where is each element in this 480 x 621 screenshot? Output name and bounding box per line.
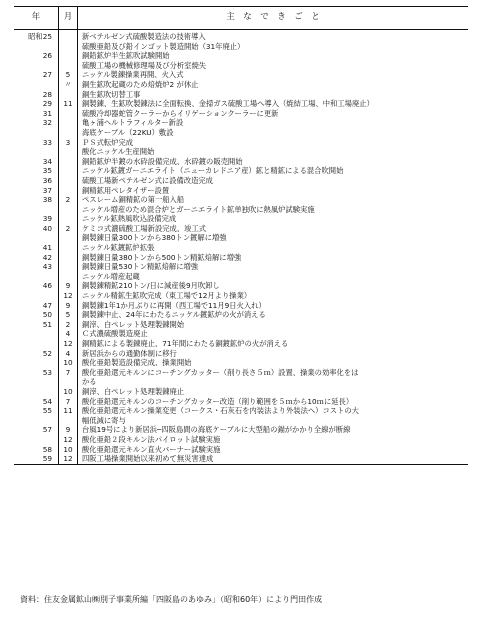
- year-cell: 40: [14, 224, 59, 234]
- year-cell: 41: [14, 243, 59, 253]
- table-row: [14, 70, 468, 80]
- event-cell: かる: [82, 377, 97, 387]
- year-cell: [14, 291, 59, 301]
- table-row: [14, 358, 468, 368]
- year-cell: 昭和25: [14, 30, 59, 42]
- year-cell: 32: [14, 118, 59, 128]
- year-cell: 46: [14, 281, 59, 291]
- month-cell: 11: [59, 406, 78, 416]
- month-cell: [59, 176, 78, 186]
- year-cell: [14, 233, 59, 243]
- month-cell: [59, 90, 78, 100]
- table-row: [14, 425, 468, 435]
- year-cell: [14, 205, 59, 215]
- month-cell: [59, 272, 78, 282]
- event-cell: 酸化亜鉛２段キルン法パイロット試験実施: [82, 434, 221, 444]
- table-row: [14, 281, 468, 291]
- event-cell: 台風19号により新居浜─四阪島間の海底ケーブルに大型船の錨がかかり全線が断線: [82, 425, 351, 435]
- table-row: [14, 339, 468, 349]
- table-row: [14, 128, 468, 138]
- event-cell: ニッケル増産のため混合炉とガーニエライト鉱単独吹に熱風炉試験実施: [82, 204, 315, 214]
- month-cell: [59, 61, 78, 71]
- year-cell: 37: [14, 186, 59, 196]
- month-cell: [59, 243, 78, 253]
- month-cell: [59, 416, 78, 426]
- month-cell: [59, 166, 78, 176]
- event-cell: 新ベテルゼン式硫酸製造法の技術導入: [82, 32, 206, 41]
- event-cell: 銅製錬精鉱210トン/日に減産後9月吹卸し: [82, 281, 220, 291]
- year-header: 年: [14, 7, 59, 30]
- year-cell: [14, 147, 59, 157]
- month-cell: 9: [59, 425, 78, 435]
- table-row: [14, 349, 468, 359]
- table-row: [14, 406, 468, 416]
- year-cell: 27: [14, 70, 59, 80]
- event-cell: 酸化亜鉛還元キルン直火バーナー試験実施: [82, 444, 221, 454]
- month-cell: 11: [59, 99, 78, 109]
- table-row: [14, 272, 468, 282]
- year-cell: 36: [14, 176, 59, 186]
- month-cell: 12: [59, 339, 78, 349]
- month-cell: [59, 205, 78, 215]
- table-row: [14, 243, 468, 253]
- year-cell: 52: [14, 349, 59, 359]
- source-note: 資料：住友金属鉱山㈱別子事業所編「四阪島のあゆみ」（昭和60年）により門田作成: [20, 595, 323, 604]
- year-cell: 28: [14, 90, 59, 100]
- year-cell: 35: [14, 166, 59, 176]
- event-cell: Ｃ式濃硫酸製造廃止: [82, 329, 148, 339]
- month-cell: 4: [59, 349, 78, 359]
- year-cell: [14, 339, 59, 349]
- table-row: [14, 310, 468, 320]
- event-cell: 銅生鉱吹切替工事: [82, 89, 141, 99]
- table-row: [14, 176, 468, 186]
- table-row: [14, 205, 468, 215]
- event-cell: 銅鉛鉱炉半鍍の水砕設備完成、水砕鍍の販売開始: [82, 156, 243, 166]
- year-cell: 33: [14, 138, 59, 148]
- year-cell: 39: [14, 214, 59, 224]
- table-row: [14, 166, 468, 176]
- month-cell: [59, 30, 78, 42]
- month-cell: 12: [59, 291, 78, 301]
- month-cell: [59, 233, 78, 243]
- year-cell: [14, 416, 59, 426]
- year-cell: 43: [14, 262, 59, 272]
- history-table: [14, 6, 468, 465]
- event-cell: 銅精鉱用ペレタイザー設置: [82, 185, 170, 195]
- event-cell: 銅鉛鉱炉半生鉱吹試験開始: [82, 51, 170, 61]
- table-row: [14, 377, 468, 387]
- year-cell: 38: [14, 195, 59, 205]
- event-cell: 酸化亜鉛還元キルンにコーチングカッター（削り長さ５ｍ）設置、操業の効率化をは: [82, 367, 359, 377]
- event-cell: 亀ヶ浦ヘルトラフィルター新設: [82, 118, 184, 128]
- event-cell: 硫酸工場新ペテルゼン式に設備改造完成: [82, 175, 213, 185]
- month-cell: 4: [59, 329, 78, 339]
- year-cell: 53: [14, 368, 59, 378]
- event-cell: 銅製錬日量380トンから500トン精鉱焙解に増強: [82, 252, 242, 262]
- month-cell: [59, 262, 78, 272]
- month-cell: 5: [59, 310, 78, 320]
- table-row: [14, 118, 468, 128]
- year-cell: 51: [14, 320, 59, 330]
- year-cell: [14, 358, 59, 368]
- month-cell: 2: [59, 320, 78, 330]
- month-cell: [59, 109, 78, 119]
- month-cell: 9: [59, 301, 78, 311]
- year-cell: [14, 387, 59, 397]
- year-cell: 58: [14, 445, 59, 455]
- table-row: [14, 195, 468, 205]
- event-cell: 銅滓、白ペレット処理製錬開始: [82, 319, 185, 329]
- year-cell: 47: [14, 301, 59, 311]
- event-cell: 銅滓、白ペレット処理製錬廃止: [82, 386, 185, 396]
- event-cell: 酸化亜鉛製造設備完成、操業開始: [82, 358, 192, 368]
- table-row: [14, 147, 468, 157]
- month-cell: [59, 118, 78, 128]
- year-cell: [14, 80, 59, 90]
- year-cell: 34: [14, 157, 59, 167]
- month-cell: [59, 377, 78, 387]
- month-cell: [59, 147, 78, 157]
- event-cell: ニッケル精鉱生鉱吹完成（東工場で12月より操業）: [82, 291, 252, 301]
- event-cell: 硫酸亜鉛及び鉛インゴット製造開始（31年廃止）: [82, 41, 245, 51]
- year-cell: 55: [14, 406, 59, 416]
- event-cell: 銅生鉱吹起蔵のため焙焼炉2 が休止: [82, 79, 199, 89]
- event-cell: 硫酸冷却器蛇管クーラーからイリゲーションクーラーに更新: [82, 108, 279, 118]
- year-cell: 42: [14, 253, 59, 263]
- table-row: [14, 224, 468, 234]
- event-cell: ニッケル鉱鍍鉱炉拡張: [82, 243, 155, 253]
- table-row: [14, 42, 468, 52]
- table-row: [14, 138, 468, 148]
- event-cell: 四阪工場操業開始以来初めて無災害達成: [78, 454, 469, 464]
- month-header: 月: [59, 7, 78, 30]
- header-row: [14, 7, 468, 30]
- year-cell: 57: [14, 425, 59, 435]
- events-header: 主 な で き ご と: [78, 7, 469, 30]
- month-cell: [59, 253, 78, 263]
- month-cell: 7: [59, 368, 78, 378]
- table-row: [14, 99, 468, 109]
- table-row: [14, 454, 468, 464]
- year-cell: 31: [14, 109, 59, 119]
- event-cell: 幅低減に寄与: [82, 415, 126, 425]
- month-cell: 9: [59, 281, 78, 291]
- event-cell: 銅製錬、生鉱吹製錬法に全面転換、金掃ガス硫酸工場へ導入（焼結工場、中和工場廃止）: [82, 99, 374, 109]
- table-row: [14, 233, 468, 243]
- table-row: [14, 435, 468, 445]
- table-row: [14, 90, 468, 100]
- month-cell: 2: [59, 224, 78, 234]
- table-row: [14, 445, 468, 455]
- event-cell: ＰＳ式転炉完成: [82, 137, 134, 147]
- table-row: [14, 157, 468, 167]
- table-body: [14, 30, 468, 465]
- month-cell: [59, 214, 78, 224]
- month-cell: [59, 51, 78, 61]
- month-cell: 10: [59, 358, 78, 368]
- table-row: [14, 214, 468, 224]
- table-row: [14, 291, 468, 301]
- event-cell: 銅製錬日量530トン精鉱焙解に増強: [82, 262, 199, 272]
- event-cell: ニッケル製錬操業再開、火入式: [82, 70, 184, 80]
- month-cell: 10: [59, 445, 78, 455]
- table-row: [14, 80, 468, 90]
- month-cell: [59, 42, 78, 52]
- month-cell: [59, 186, 78, 196]
- table-row: [14, 301, 468, 311]
- event-cell: 銅製錬日量300トンから380トン鍍解に増強: [82, 233, 227, 243]
- year-cell: [14, 42, 59, 52]
- table-row: [14, 61, 468, 71]
- table-row: [14, 262, 468, 272]
- event-cell: 硫酸工場の機械修理場及び分析室焼失: [82, 60, 207, 70]
- event-cell: ペスレーム銅精鉱の第一船入船: [82, 195, 185, 205]
- event-cell: ニッケル増産起蔵: [82, 271, 140, 281]
- event-cell: 銅製錬中止、24年にわたるニッケル鍍鉱炉の火が消える: [82, 310, 266, 320]
- table-row: [14, 253, 468, 263]
- table-row: [14, 387, 468, 397]
- year-cell: 59: [14, 454, 59, 464]
- event-cell: ニッケル鉱鍍ガーニエライト（ニューカレドニア産）鉱と精鉱による混合吹開始: [82, 166, 344, 176]
- event-cell: 酸化亜鉛還元キルンのコーチングカッター改造（削り範囲を５ｍから10ｍに延長）: [82, 396, 354, 406]
- table-row: [14, 186, 468, 196]
- year-cell: 50: [14, 310, 59, 320]
- year-cell: 54: [14, 397, 59, 407]
- month-cell: 3: [59, 138, 78, 148]
- year-cell: 29: [14, 99, 59, 109]
- event-cell: 酸化ニッケル生産開始: [82, 147, 155, 157]
- year-cell: [14, 128, 59, 138]
- year-cell: [14, 272, 59, 282]
- month-cell: 12: [59, 454, 78, 464]
- table-row: [14, 416, 468, 426]
- month-cell: 12: [59, 435, 78, 445]
- year-cell: 26: [14, 51, 59, 61]
- month-cell: 10: [59, 387, 78, 397]
- month-cell: [59, 157, 78, 167]
- table-row: [14, 30, 468, 42]
- month-cell: 〃: [59, 80, 78, 90]
- month-cell: 2: [59, 195, 78, 205]
- table-row: [14, 51, 468, 61]
- event-cell: 酸化亜鉛還元キルン操業変更（コークス・石灰石を内装法より外装法へ）コストの大: [82, 406, 359, 416]
- event-cell: ケミコ式濃硫酸工場新設完成、竣工式: [82, 223, 207, 233]
- table-row: [14, 329, 468, 339]
- event-cell: 新居浜からの通勤体制に移行: [82, 348, 177, 358]
- event-cell: 銅製錬1年1か月ぶりに再開（西工場で11月9日火入れ）: [82, 300, 266, 310]
- table-row: [14, 109, 468, 119]
- month-cell: 7: [59, 397, 78, 407]
- year-cell: [14, 61, 59, 71]
- month-cell: 5: [59, 70, 78, 80]
- year-cell: [14, 377, 59, 387]
- table-row: [14, 397, 468, 407]
- table-row: [14, 368, 468, 378]
- table-row: [14, 320, 468, 330]
- month-cell: [59, 128, 78, 138]
- year-cell: [14, 329, 59, 339]
- event-cell: 海底ケーブル（22KU）敷設: [82, 127, 174, 137]
- event-cell: 銅精鉱による製錬廃止、71年間にわたる銅鍍鉱炉の火が消える: [82, 339, 289, 348]
- event-cell: ニッケル鉱熱風吹込設備完成: [82, 214, 177, 224]
- history-table-sheet: [14, 6, 468, 465]
- year-cell: [14, 435, 59, 445]
